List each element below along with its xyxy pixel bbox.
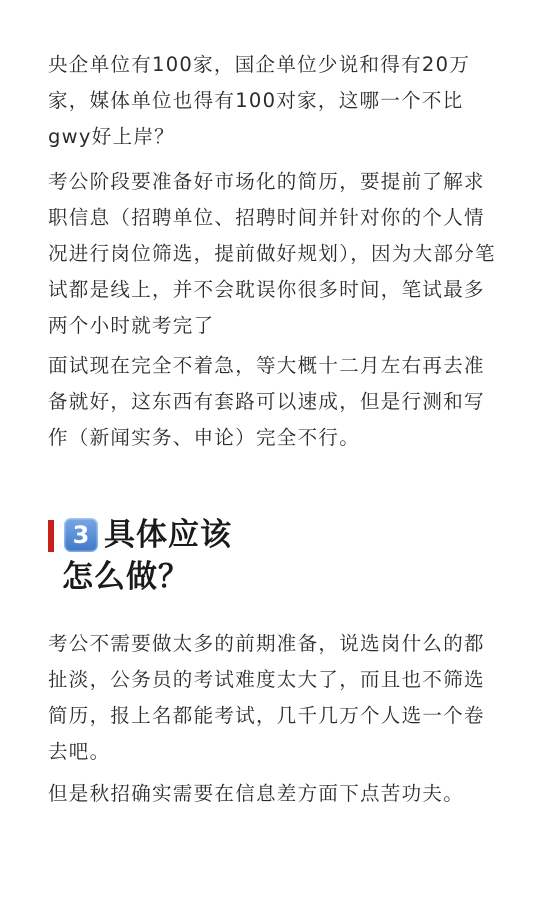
number-badge-icon: 3 — [64, 518, 98, 552]
paragraph-resume-prep: 考公阶段要准备好市场化的简历，要提前了解求职信息（招聘单位、招聘时间并针对你的个人情况进行岗位筛选，提前做好规划），因为大部分笔试都是线上，并不会耽误你很多时间，笔试最多两个小时就考完了 — [48, 170, 496, 337]
section-heading-line-2: 怎么做？ — [62, 559, 190, 595]
accent-bar — [48, 520, 54, 552]
section-heading-line-1: 具体应该 — [104, 517, 232, 553]
paragraph-autumn-recruitment: 但是秋招确实需要在信息差方面下点苦功夫。 — [48, 782, 465, 805]
paragraph-exam-advice: 考公不需要做太多的前期准备，说选岗什么的都扯淡，公务员的考试难度太大了，而且也不筛选简历，报上名都能考试，几千几万个人选一个卷去吧。 — [48, 632, 485, 763]
paragraph-interview: 面试现在完全不着急，等大概十二月左右再去准备就好，这东西有套路可以速成，但是行测和写作（新闻实务、申论）完全不行。 — [48, 354, 485, 449]
paragraph-central-enterprises: 央企单位有100家，国企单位少说和得有20万家，媒体单位也得有100对家，这哪一个不比gwy好上岸？ — [48, 53, 471, 148]
